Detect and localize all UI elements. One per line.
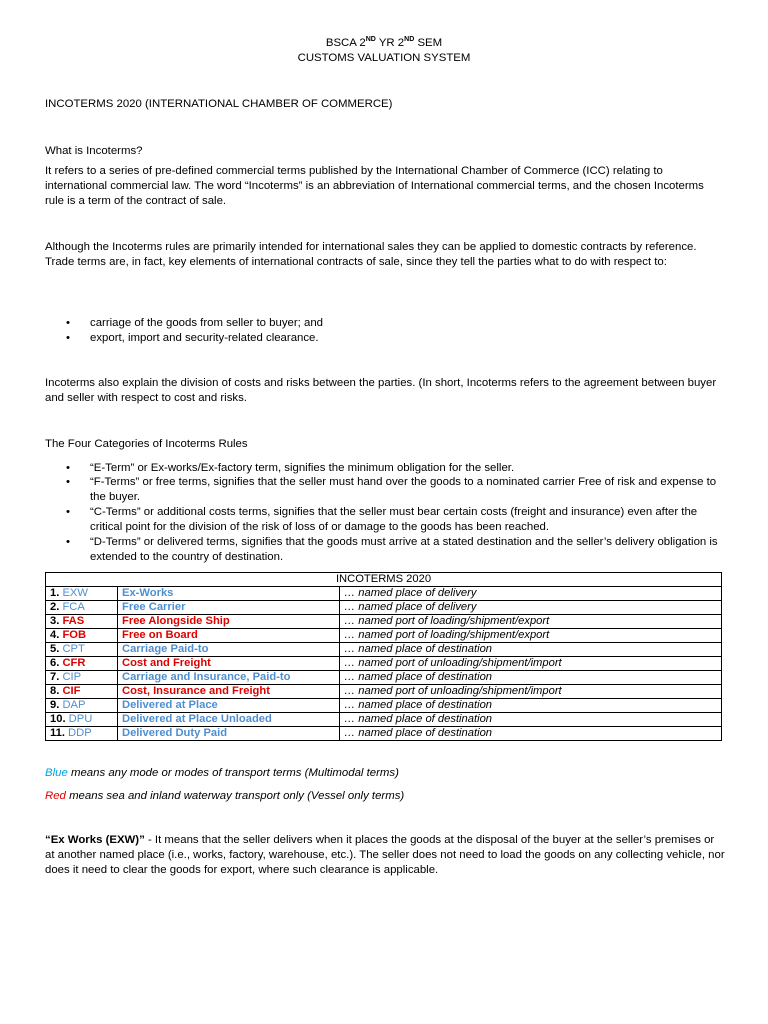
term-code-cell xyxy=(46,601,118,615)
table-row xyxy=(46,699,722,713)
table-row xyxy=(46,671,722,685)
term-code: EXW xyxy=(62,587,88,599)
term-place: … named place of destination xyxy=(340,713,722,727)
term-code: CIP xyxy=(62,671,82,683)
term-code-cell xyxy=(46,671,118,685)
term-place: … named port of unloading/shipment/import xyxy=(340,685,722,699)
term-name: Free on Board xyxy=(118,629,340,643)
term-number: 8. xyxy=(50,685,60,697)
table-row xyxy=(46,713,722,727)
paragraph-definition: It refers to a series of pre-defined commercial terms published by the International Chamber of Commerce (ICC) relating to international commercial law. The word “Incoterms” is an abbreviation of International commercial terms, and the chosen Incoterms rule is a term of the contract of sale. xyxy=(45,165,704,207)
term-place: … named place of destination xyxy=(340,699,722,713)
term-place: … named place of destination xyxy=(340,643,722,657)
term-place: … named port of unloading/shipment/import xyxy=(340,657,722,671)
exw-term: “Ex Works (EXW)” xyxy=(45,834,145,846)
term-number: 1. xyxy=(50,587,60,599)
term-code-cell xyxy=(46,713,118,727)
term-code-cell xyxy=(46,699,118,713)
term-number: 10. xyxy=(50,713,66,725)
bullet-icon: • xyxy=(66,506,70,518)
term-code-cell xyxy=(46,643,118,657)
term-name: Delivered at Place Unloaded xyxy=(118,713,340,727)
term-number: 7. xyxy=(50,671,60,683)
table-row xyxy=(46,657,722,671)
term-place: … named place of destination xyxy=(340,671,722,685)
term-code: DPU xyxy=(68,713,93,725)
term-name: Carriage and Insurance, Paid-to xyxy=(118,671,340,685)
bullet-icon: • xyxy=(66,317,70,329)
legend-blue-word: Blue xyxy=(45,767,68,779)
term-code: CFR xyxy=(62,657,86,669)
term-code-cell xyxy=(46,657,118,671)
term-code: FAS xyxy=(62,615,85,627)
what-heading: What is Incoterms? xyxy=(45,145,143,157)
term-place: … named port of loading/shipment/export xyxy=(340,615,722,629)
term-code: CPT xyxy=(62,643,85,655)
term-code: DAP xyxy=(62,699,86,711)
bullet-icon: • xyxy=(66,536,70,548)
paragraph-exw: “Ex Works (EXW)” - It means that the seller delivers when it places the goods at the disposal of the buyer at the seller’s premises or at another named place (i.e., works, factory, warehouse, etc.). The seller does not need to load the goods on any collecting vehicle, nor does it need to clear the goods for export, where such clearance is applicable. xyxy=(45,834,725,876)
legend-red-word: Red xyxy=(45,790,66,802)
term-name: Cost, Insurance and Freight xyxy=(118,685,340,699)
header-course: BSCA 2ND YR 2ND SEM xyxy=(325,36,443,49)
term-name: Free Alongside Ship xyxy=(118,615,340,629)
table-row xyxy=(46,629,722,643)
term-code-cell xyxy=(46,587,118,601)
term-number: 5. xyxy=(50,643,60,655)
table-row xyxy=(46,615,722,629)
term-name: Ex-Works xyxy=(118,587,340,601)
table-row xyxy=(46,601,722,615)
term-place: … named place of delivery xyxy=(340,601,722,615)
header-subject: CUSTOMS VALUATION SYSTEM xyxy=(297,52,471,64)
term-code: FOB xyxy=(62,629,87,641)
document-page: BSCA 2ND YR 2ND SEM CUSTOMS VALUATION SYSTEM INCOTERMS 2020 (INTERNATIONAL CHAMBER OF COMMERCE) What is Incoterms? It refers to a series of pre-defined commercial terms published by the International Chamber of Commerce (ICC) relating to international commercial law. The word “Incoterms” is an abbreviation of International commercial terms, and the chosen Incoterms rule is a term of the contract of sale. Although the Incoterms rules are primarily intended for international sales they can be applied to domestic contracts by reference. Trade terms are, in fact, key elements of international contracts of sale, since they tell the parties what to do with respect to: • carriage of the goods from seller to buyer; and • export, import and security-related clearance. Incoterms also explain the division of costs and risks between the parties. (In short, Incoterms refers to the agreement between buyer and seller with respect to cost and risks. The Four Categories of Incoterms Rules • “E-Term” or Ex-works/Ex-factory term, signifies the minimum obligation for the seller. • “F-Terms” or free terms, signifies that the seller must hand over the goods to a nominated carrier Free of risk and expense to the buyer. • “C-Terms” or additional costs terms, signifies that the seller must bear certain costs (freight and insurance) even after the critical point for the division of the risk of loss of or damage to the goods has been reached. • “D-Terms” or delivered terms, signifies that the goods must arrive at a stated destination and the seller’s delivery obligation is extended to the country of destination. INCOTERMS 2020 1. EXW Ex-Works … named place of delivery 2. FCA Free Carrier … named place of delivery 3. FAS Free Alongside Ship … named port of loading/shipment/export 4. FOB Free on Board … named port of loading/shipment/export 5. CPT Carriage Paid-to … named place of destination 6. CFR Cost and Freight … named port of unloading/shipment/import 7. CIP Carriage and Insurance, Paid-to … named place of destination 8. CIF Cost, Insurance and Freight … named port of unloading/shipment/import 9. DAP Delivered at Place … named place of destination 10. DPU Delivered at Place Unloaded … named place of destination 11. DDP Delivered Duty Paid … named place of destination Blue means any mode or modes of transport terms (Multimodal terms) Red means sea and inland waterway transport only (Vessel only terms) “Ex Works (EXW)” - It means that the seller delivers when it places the goods at the disposal of the buyer at the seller’s premises or at another named place (i.e., works, factory, warehouse, etc.). The seller does not need to load the goods on any collecting vehicle, nor does it need to clear the goods for export, where such clearance is applicable. xyxy=(0,0,768,1024)
term-code-cell xyxy=(46,615,118,629)
term-code: CIF xyxy=(62,685,81,697)
term-code-cell xyxy=(46,629,118,643)
bullet-icon: • xyxy=(66,332,70,344)
bullet-icon: • xyxy=(66,476,70,488)
term-number: 6. xyxy=(50,657,60,669)
term-number: 11. xyxy=(50,727,65,739)
term-number: 4. xyxy=(50,629,60,641)
term-name: Cost and Freight xyxy=(118,657,340,671)
table-title: INCOTERMS 2020 xyxy=(46,573,722,587)
bullet-icon: • xyxy=(66,462,70,474)
term-number: 9. xyxy=(50,699,60,711)
term-name: Delivered at Place xyxy=(118,699,340,713)
term-code-cell xyxy=(46,685,118,699)
section-title: INCOTERMS 2020 (INTERNATIONAL CHAMBER OF COMMERCE) xyxy=(45,98,393,110)
paragraph-application: Although the Incoterms rules are primarily intended for international sales they can be applied to domestic contracts by reference. Trade terms are, in fact, key elements of international contracts of sale, since they tell the parties what to do with respect to: xyxy=(45,241,697,268)
term-code-cell xyxy=(46,727,118,741)
term-code: FCA xyxy=(62,601,85,613)
paragraph-costs-risks: Incoterms also explain the division of costs and risks between the parties. (In short, Incoterms refers to the agreement between buyer and seller with respect to cost and risks. xyxy=(45,377,717,404)
table-row xyxy=(46,727,722,741)
term-place: … named place of destination xyxy=(340,727,722,741)
term-name: Carriage Paid-to xyxy=(118,643,340,657)
legend-red: Red means sea and inland waterway transport only (Vessel only terms) xyxy=(45,790,405,802)
term-name: Delivered Duty Paid xyxy=(118,727,340,741)
term-code: DDP xyxy=(68,727,92,739)
term-number: 3. xyxy=(50,615,60,627)
term-name: Free Carrier xyxy=(118,601,340,615)
term-place: … named place of delivery xyxy=(340,587,722,601)
legend-blue: Blue means any mode or modes of transport terms (Multimodal terms) xyxy=(45,767,399,779)
table-row xyxy=(46,685,722,699)
table-row xyxy=(46,643,722,657)
term-number: 2. xyxy=(50,601,60,613)
table-title-row xyxy=(46,573,722,587)
term-place: … named port of loading/shipment/export xyxy=(340,629,722,643)
incoterms-table xyxy=(45,572,722,741)
categories-heading: The Four Categories of Incoterms Rules xyxy=(45,438,248,450)
table-row xyxy=(46,587,722,601)
